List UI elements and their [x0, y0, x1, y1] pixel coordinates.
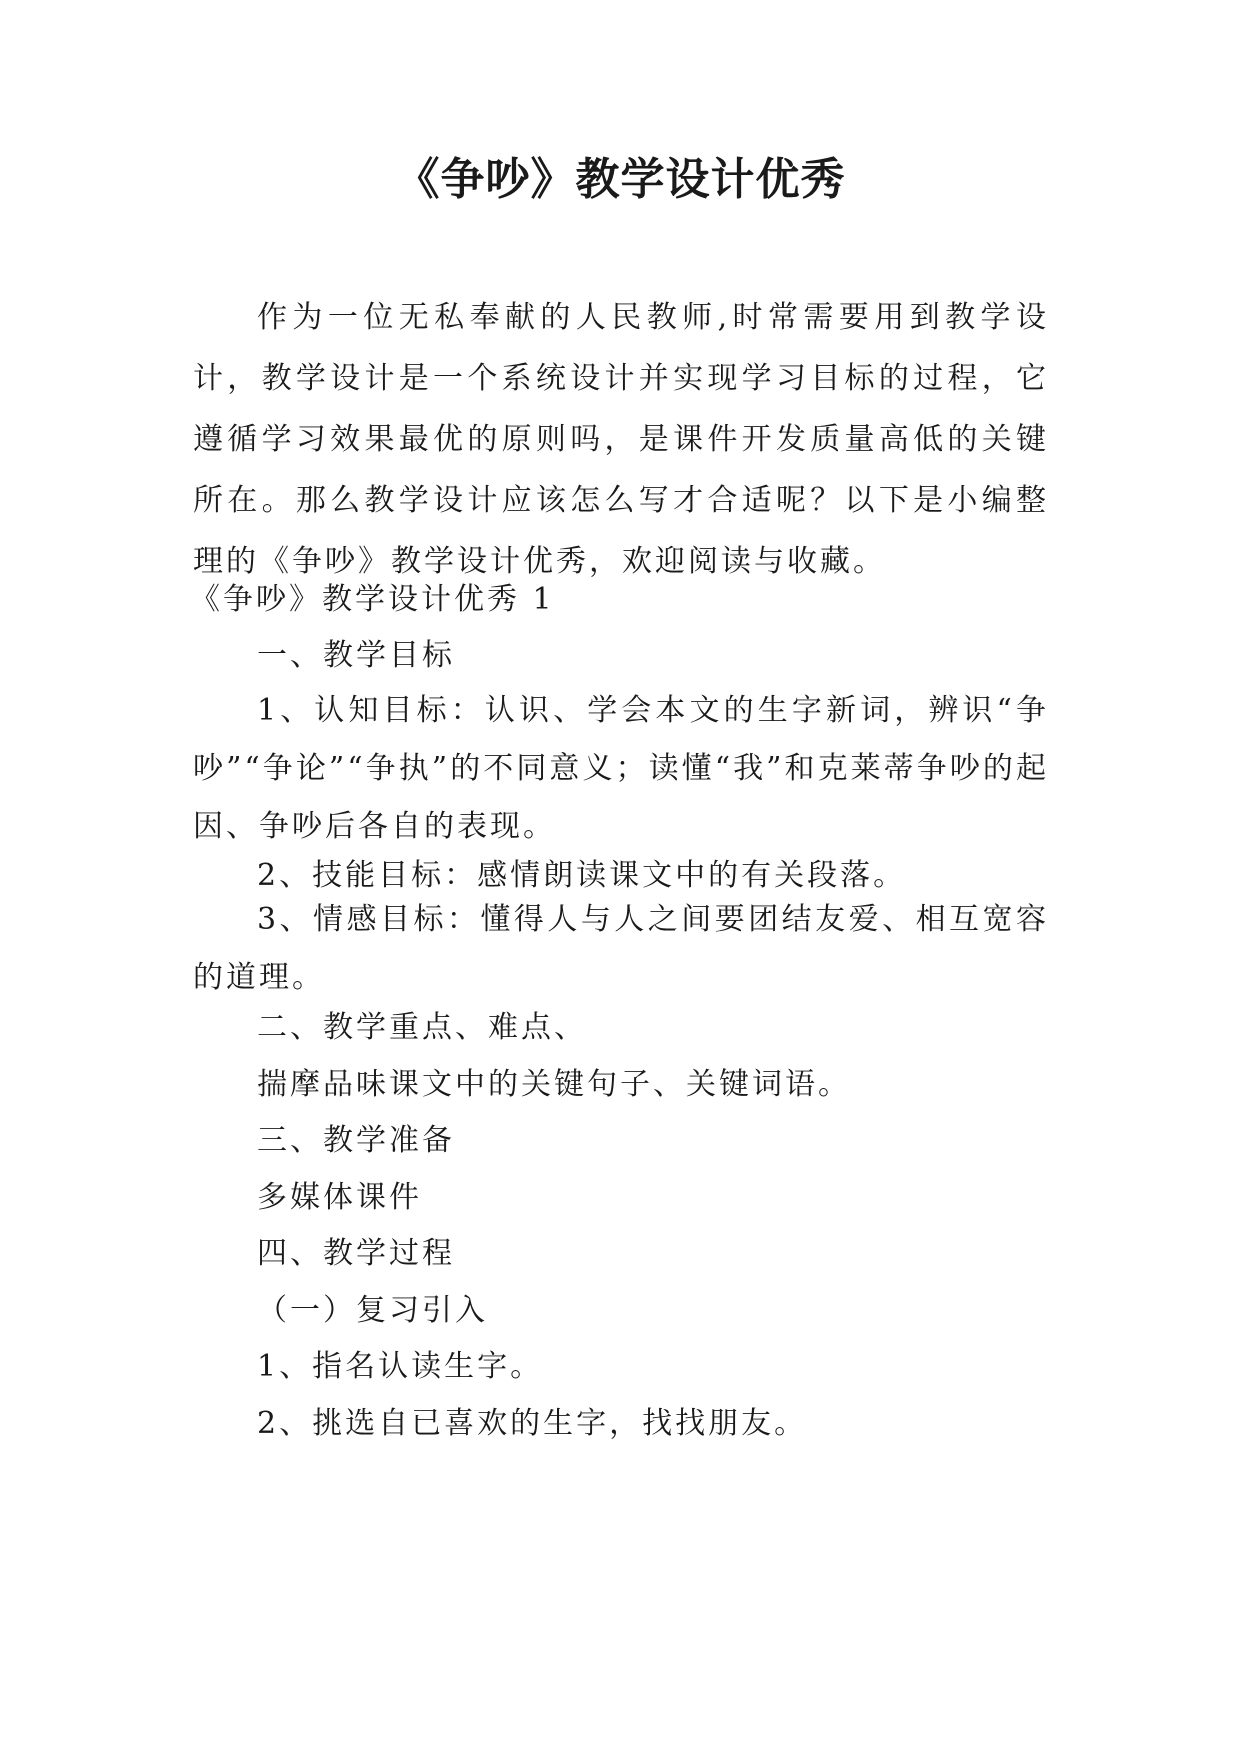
preparation-heading: 三、教学准备 [257, 1123, 455, 1158]
document-title: 《争吵》教学设计优秀 [395, 154, 846, 205]
process-step-2: 2、挑选自已喜欢的生字，找找朋友。 [257, 1406, 808, 1441]
process-heading: 四、教学过程 [257, 1236, 455, 1271]
key-points-text: 揣摩品味课文中的关键句子、关键词语。 [257, 1067, 851, 1102]
objective-3: 3、情感目标：懂得人与人之间要团结友爱、相互宽容的道理。 [193, 902, 1049, 995]
key-points-heading: 二、教学重点、难点、 [257, 1010, 587, 1045]
process-step-1: 1、指名认读生字。 [257, 1349, 544, 1384]
preparation-text: 多媒体课件 [257, 1180, 422, 1215]
objective-1: 1、认知目标：认识、学会本文的生字新词，辨识“争吵”“争论”“争执”的不同意义；读懂“我”和克莱蒂争吵的起因、争吵后各自的表现。 [193, 693, 1049, 844]
objective-2: 2、技能目标：感情朗读课文中的有关段落。 [257, 858, 907, 893]
process-subheading-1: （一）复习引入 [257, 1293, 488, 1328]
section-heading: 《争吵》教学设计优秀 1 [190, 582, 555, 617]
objectives-heading: 一、教学目标 [257, 638, 455, 673]
intro-paragraph: 作为一位无私奉献的人民教师,时常需要用到教学设计，教学设计是一个系统设计并实现学习目标的过程，它遵循学习效果最优的原则吗，是课件开发质量高低的关键所在。那么教学设计应该怎么写才合适呢？以下是小编整理的《争吵》教学设计优秀，欢迎阅读与收藏。 [193, 300, 1049, 579]
